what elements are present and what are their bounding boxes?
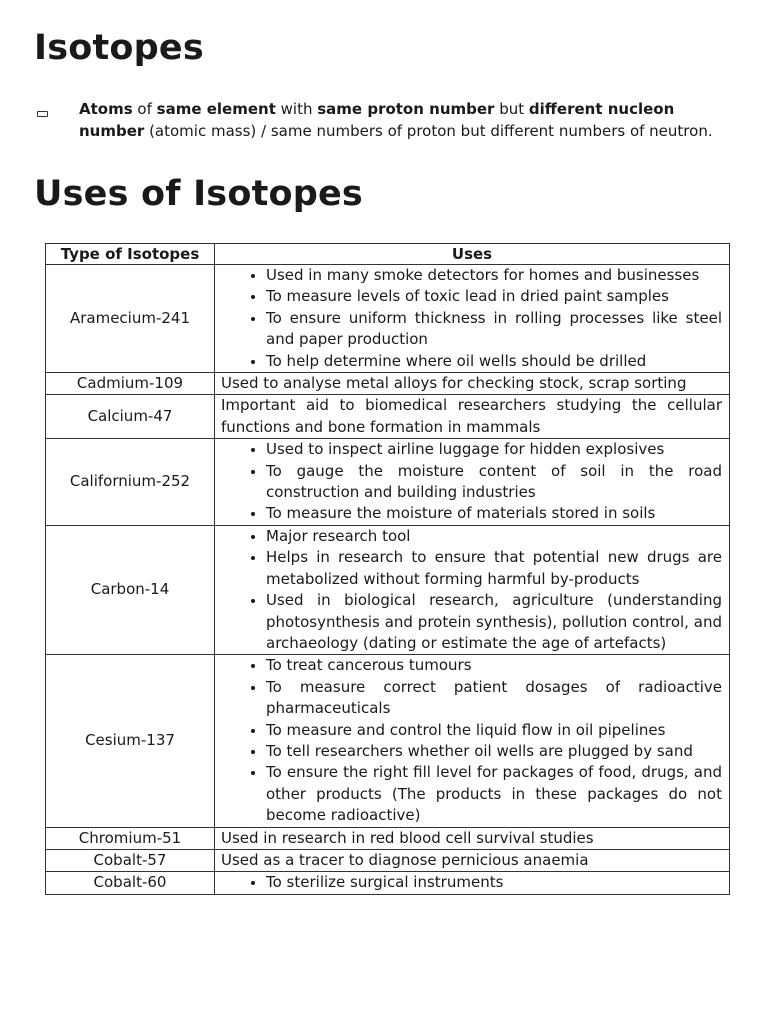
- table-row: [46, 525, 730, 654]
- definition-text-part: (atomic mass) / same numbers of proton but different numbers of neutron.: [144, 122, 713, 140]
- use-item: • To ensure uniform thickness in rolling processes like steel and paper production: [266, 308, 722, 351]
- isotopes-table: [45, 243, 730, 895]
- table-row: [46, 849, 730, 871]
- isotope-type-cell: Calcium-47: [46, 395, 215, 439]
- definition-text-part: but: [494, 100, 529, 118]
- use-item: • To measure and control the liquid flow in oil pipelines: [266, 720, 722, 741]
- isotope-type-cell: Cesium-137: [46, 655, 215, 827]
- definition-text-part: with: [275, 100, 318, 118]
- use-item: • To gauge the moisture content of soil in the road construction and building industries: [266, 461, 722, 504]
- isotope-uses-cell: [215, 849, 730, 871]
- use-item: • To measure the moisture of materials stored in soils: [266, 503, 722, 524]
- use-item: • Used to inspect airline luggage for hidden explosives: [266, 439, 722, 460]
- isotope-type-cell: Cadmium-109: [46, 373, 215, 395]
- term-same-proton-number: same proton number: [317, 100, 495, 118]
- table-row: [46, 827, 730, 849]
- isotope-uses-cell: [215, 373, 730, 395]
- table-row: [46, 265, 730, 373]
- use-item: • To tell researchers whether oil wells are plugged by sand: [266, 741, 722, 762]
- bullet-icon: [37, 111, 48, 117]
- use-item: • Major research tool: [266, 526, 722, 547]
- term-atoms: Atoms: [79, 100, 133, 118]
- uses-list: [221, 265, 722, 372]
- isotope-type-cell: Californium-252: [46, 439, 215, 526]
- isotope-uses-cell: [215, 655, 730, 827]
- isotope-type-cell: Aramecium-241: [46, 265, 215, 373]
- definition-block: [34, 98, 734, 142]
- use-item: • Used in many smoke detectors for homes and businesses: [266, 265, 722, 286]
- page-title: Isotopes: [34, 28, 204, 68]
- isotope-uses-cell: [215, 395, 730, 439]
- header-type: Type of Isotopes: [46, 244, 215, 265]
- table-row: [46, 395, 730, 439]
- use-item: • Helps in research to ensure that potential new drugs are metabolized without forming harmful by-products: [266, 547, 722, 590]
- table-body: [46, 265, 730, 895]
- isotope-type-cell: Cobalt-60: [46, 872, 215, 894]
- table-row: [46, 655, 730, 827]
- use-item: • To treat cancerous tumours: [266, 655, 722, 676]
- term-same-element: same element: [156, 100, 276, 118]
- table-header-row: [46, 244, 730, 265]
- use-item: • To measure correct patient dosages of radioactive pharmaceuticals: [266, 677, 722, 720]
- isotope-uses-cell: [215, 265, 730, 373]
- uses-list: [221, 655, 722, 826]
- isotope-type-cell: Carbon-14: [46, 525, 215, 654]
- isotope-uses-cell: [215, 827, 730, 849]
- uses-list: [221, 439, 722, 525]
- table-row: [46, 872, 730, 894]
- isotope-type-cell: Chromium-51: [46, 827, 215, 849]
- use-text: Used in research in red blood cell survival studies: [221, 828, 594, 847]
- isotope-uses-cell: [215, 525, 730, 654]
- use-item: • To ensure the right fill level for packages of food, drugs, and other products (The products in these packages do not become radioactive): [266, 762, 722, 826]
- use-item: • To help determine where oil wells should be drilled: [266, 351, 722, 372]
- uses-list: [221, 526, 722, 654]
- use-item: • Used in biological research, agriculture (understanding photosynthesis and protein synthesis), pollution control, and archaeology (dating or estimate the age of artefacts): [266, 590, 722, 654]
- table-row: [46, 439, 730, 526]
- isotope-uses-cell: [215, 872, 730, 894]
- term-different-nucleon-number: different nucleon number: [79, 100, 675, 140]
- use-text: Used as a tracer to diagnose pernicious anaemia: [221, 850, 589, 869]
- isotope-uses-cell: [215, 439, 730, 526]
- section-title: Uses of Isotopes: [34, 174, 363, 214]
- use-text: Used to analyse metal alloys for checking stock, scrap sorting: [221, 374, 687, 393]
- definition-text: [79, 98, 734, 142]
- use-text: Important aid to biomedical researchers studying the cellular functions and bone formation in mammals: [221, 396, 722, 436]
- use-item: • To sterilize surgical instruments: [266, 872, 722, 893]
- header-uses: Uses: [215, 244, 730, 265]
- use-item: • To measure levels of toxic lead in dried paint samples: [266, 286, 722, 307]
- definition-text-part: of: [132, 100, 157, 118]
- isotope-type-cell: Cobalt-57: [46, 849, 215, 871]
- table-row: [46, 373, 730, 395]
- uses-list: [221, 872, 722, 893]
